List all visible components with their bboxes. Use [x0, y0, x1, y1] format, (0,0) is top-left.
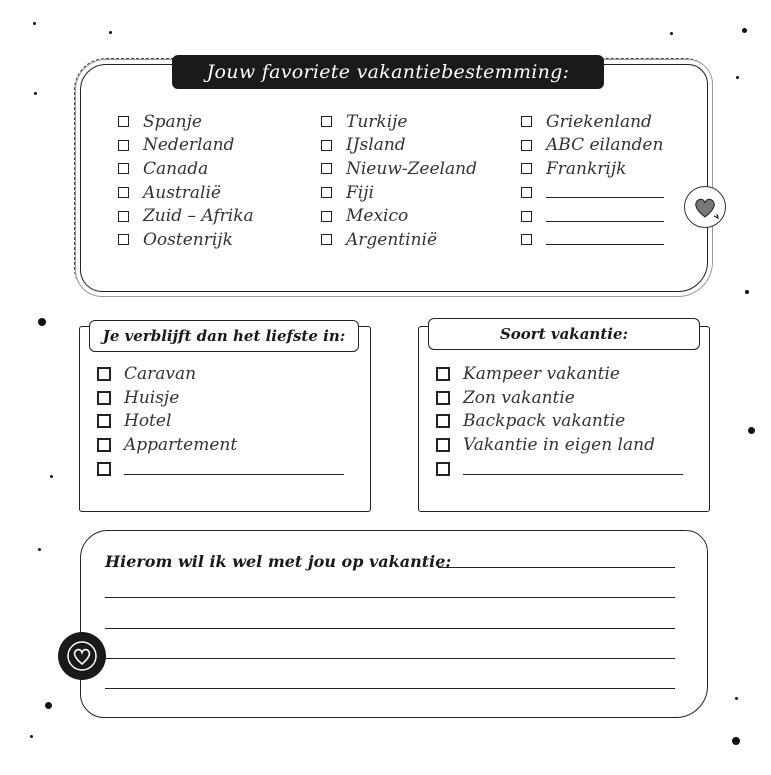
stay-blank-option[interactable]	[97, 457, 344, 481]
checkbox[interactable]	[118, 211, 129, 222]
stay-label: Hotel	[124, 411, 172, 432]
checkbox[interactable]	[97, 462, 111, 476]
type-option[interactable]	[436, 410, 683, 434]
type-option[interactable]	[436, 433, 683, 457]
checkbox[interactable]	[118, 234, 129, 245]
checkbox[interactable]	[97, 391, 111, 405]
destination-option[interactable]	[118, 110, 254, 134]
checkbox[interactable]	[436, 367, 450, 381]
stay-list	[97, 362, 344, 481]
stay-option[interactable]	[97, 410, 344, 434]
checkbox[interactable]	[321, 163, 332, 174]
destination-label: Turkije	[346, 111, 408, 132]
destination-label: Fiji	[346, 182, 374, 203]
write-in-line[interactable]	[105, 628, 675, 629]
type-label: Kampeer vakantie	[463, 363, 620, 384]
destination-option[interactable]	[321, 134, 477, 158]
type-blank-option[interactable]	[436, 457, 683, 481]
stay-label: Huisje	[124, 387, 180, 408]
write-in-line[interactable]	[546, 187, 664, 198]
write-in-line[interactable]	[546, 234, 664, 245]
checkbox[interactable]	[521, 211, 532, 222]
destination-option[interactable]	[521, 110, 664, 134]
checkbox[interactable]	[97, 438, 111, 452]
destination-option[interactable]	[521, 134, 664, 158]
checkbox[interactable]	[521, 187, 532, 198]
checkbox[interactable]	[321, 234, 332, 245]
checkbox[interactable]	[521, 140, 532, 151]
type-title: Soort vakantie:	[428, 318, 700, 350]
destination-option[interactable]	[321, 181, 477, 205]
destination-label: Oostenrijk	[143, 229, 233, 250]
destination-blank-option[interactable]	[521, 228, 664, 252]
checkbox[interactable]	[118, 116, 129, 127]
destination-option[interactable]	[118, 204, 254, 228]
type-option[interactable]	[436, 362, 683, 386]
destination-label: Frankrijk	[546, 158, 627, 179]
type-option[interactable]	[436, 386, 683, 410]
decor-dot	[748, 427, 755, 434]
checkbox[interactable]	[436, 438, 450, 452]
checkbox[interactable]	[436, 391, 450, 405]
stay-label: Appartement	[124, 435, 238, 456]
decor-dot	[736, 76, 739, 79]
checkbox[interactable]	[321, 140, 332, 151]
destinations-title: Jouw favoriete vakantiebestemming:	[172, 55, 604, 89]
checkbox[interactable]	[521, 116, 532, 127]
decor-dot	[38, 318, 46, 326]
checkbox[interactable]	[436, 462, 450, 476]
checkbox[interactable]	[97, 414, 111, 428]
decor-dot	[38, 548, 41, 551]
heart-arrow-icon	[684, 186, 726, 228]
destination-blank-option[interactable]	[521, 181, 664, 205]
destinations-column-1	[118, 110, 254, 252]
type-label: Vakantie in eigen land	[463, 435, 655, 456]
destination-blank-option[interactable]	[521, 204, 664, 228]
destination-label: Mexico	[346, 206, 409, 227]
decor-dot	[34, 92, 37, 95]
write-in-line[interactable]	[105, 597, 675, 598]
decor-dot	[33, 22, 36, 25]
destinations-column-3	[521, 110, 664, 252]
checkbox[interactable]	[97, 367, 111, 381]
write-in-line[interactable]	[105, 688, 675, 689]
type-label: Zon vakantie	[463, 387, 575, 408]
checkbox[interactable]	[118, 140, 129, 151]
checkbox[interactable]	[521, 163, 532, 174]
write-in-line[interactable]	[463, 464, 683, 475]
decor-dot	[670, 32, 673, 35]
destination-label: Nederland	[143, 135, 235, 156]
destination-label: Griekenland	[546, 111, 652, 132]
decor-dot	[45, 702, 52, 709]
checkbox[interactable]	[118, 163, 129, 174]
stay-label: Caravan	[124, 363, 197, 384]
destination-label: Nieuw-Zeeland	[346, 158, 477, 179]
write-in-line[interactable]	[438, 567, 675, 568]
destination-label: Australië	[143, 182, 221, 203]
decor-dot	[30, 735, 33, 738]
stay-option[interactable]	[97, 433, 344, 457]
destination-option[interactable]	[118, 134, 254, 158]
destination-label: Spanje	[143, 111, 202, 132]
checkbox[interactable]	[321, 211, 332, 222]
checkbox[interactable]	[521, 234, 532, 245]
checkbox[interactable]	[436, 414, 450, 428]
stay-title: Je verblijft dan het liefste in:	[89, 320, 359, 352]
stay-option[interactable]	[97, 362, 344, 386]
destination-label: ABC eilanden	[546, 135, 664, 156]
checkbox[interactable]	[118, 187, 129, 198]
destination-option[interactable]	[118, 181, 254, 205]
decor-dot	[735, 697, 738, 700]
decor-dot	[732, 737, 740, 745]
destination-option[interactable]	[521, 157, 664, 181]
heart-icon	[58, 632, 106, 680]
destination-option[interactable]	[321, 204, 477, 228]
destination-label: Zuid – Afrika	[143, 206, 254, 227]
destination-option[interactable]	[321, 157, 477, 181]
destination-label: IJsland	[346, 135, 406, 156]
destination-label: Argentinië	[346, 229, 438, 250]
stay-option[interactable]	[97, 386, 344, 410]
destination-option[interactable]	[118, 157, 254, 181]
destination-option[interactable]	[118, 228, 254, 252]
destination-label: Canada	[143, 158, 209, 179]
destination-option[interactable]	[321, 228, 477, 252]
decor-dot	[742, 28, 747, 33]
type-list	[436, 362, 683, 481]
destination-option[interactable]	[321, 110, 477, 134]
decor-dot	[745, 290, 749, 294]
write-in-line[interactable]	[546, 211, 664, 222]
decor-dot	[109, 31, 112, 34]
checkbox[interactable]	[321, 187, 332, 198]
write-in-line[interactable]	[124, 464, 344, 475]
type-label: Backpack vakantie	[463, 411, 626, 432]
destinations-column-2	[321, 110, 477, 252]
write-in-line[interactable]	[105, 658, 675, 659]
decor-dot	[50, 475, 53, 478]
checkbox[interactable]	[321, 116, 332, 127]
companion-prompt: Hierom wil ik wel met jou op vakantie:	[105, 552, 452, 571]
